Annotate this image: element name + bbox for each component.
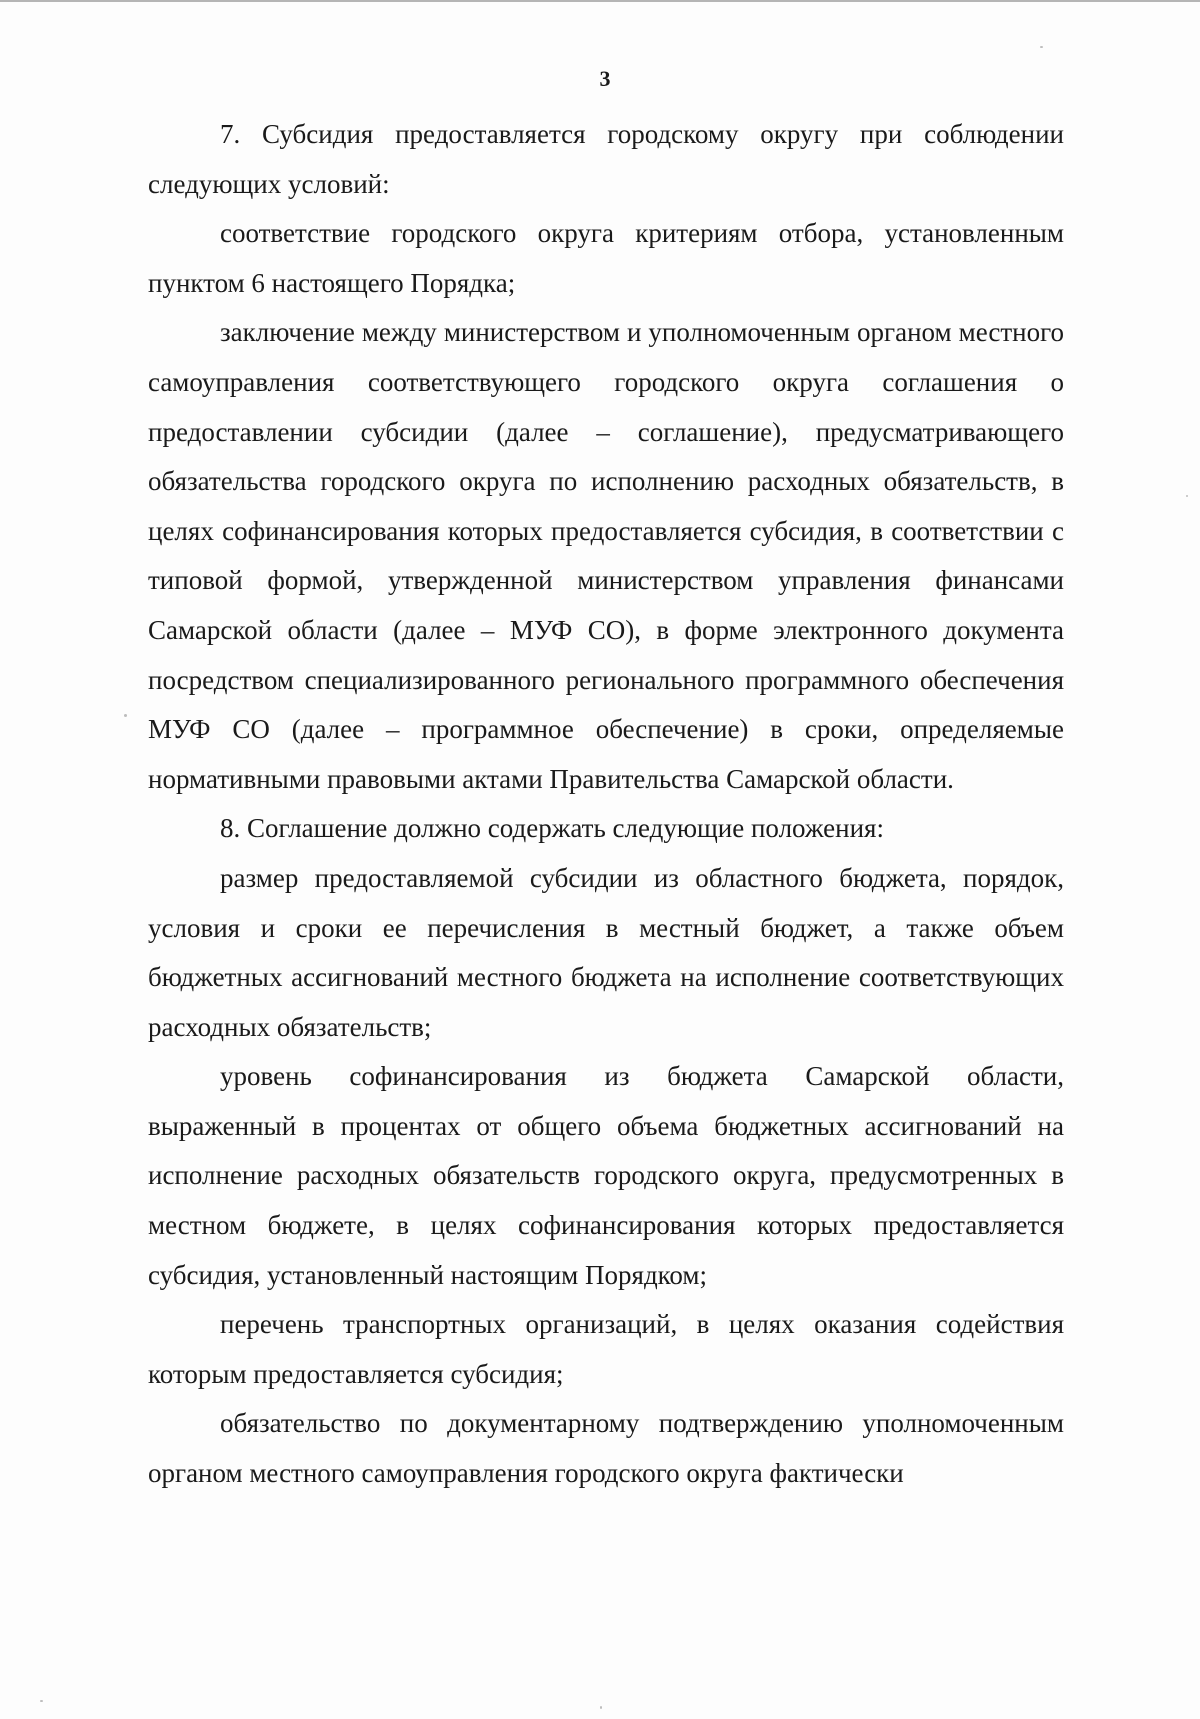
scan-speck: [124, 714, 127, 717]
scan-speck: [600, 1706, 602, 1709]
paragraph-selection-criteria: соответствие городского округа критериям отбора, установленным пунктом 6 настоящего Порядка;: [148, 218, 1064, 298]
paragraph-agreement-conclusion: заключение между министерством и уполномоченным органом местного самоуправления соответствующего городского округа соглашения о предоставлении субсидии (далее – соглашение), предусматривающего обязательства городского округа по исполнению расходных обязательств, в целях софинансирования которых предоставляется субсидия, в соответствии с типовой формой, утвержденной министерством управления финансами Самарской области (далее – МУФ СО), в форме электронного документа посредством специализированного регионального программного обеспечения МУФ СО (далее – программное обеспечение) в сроки, определяемые нормативными правовыми актами Правительства Самарской области.: [148, 317, 1064, 794]
paragraph-subsidy-amount: размер предоставляемой субсидии из областного бюджета, порядок, условия и сроки ее перечисления в местный бюджет, а также объем бюджетных ассигнований местного бюджета на исполнение соответствующих расходных обязательств;: [148, 862, 1064, 1042]
page-number: 3: [599, 66, 611, 91]
scan-speck: [1040, 46, 1043, 48]
document-body: [148, 110, 1064, 1499]
paragraph-transport-organizations: перечень транспортных организаций, в целях оказания содействия которым предоставляется субсидия;: [148, 1309, 1064, 1389]
paragraph-8-agreement-provisions: 8. Соглашение должно содержать следующие положения:: [220, 813, 884, 844]
page-top-edge: [0, 0, 1200, 2]
scan-speck: [1186, 495, 1188, 497]
paragraph-7-subsidy-conditions: 7. Субсидия предоставляется городскому округу при соблюдении следующих условий:: [148, 119, 1064, 199]
paragraph-documentary-confirmation: обязательство по документарному подтверждению уполномоченным органом местного самоуправления городского округа фактически: [148, 1408, 1064, 1489]
paragraph-cofinancing-level: уровень софинансирования из бюджета Самарской области, выраженный в процентах от общего объема бюджетных ассигнований на исполнение расходных обязательств городского округа, предусмотренных в местном бюджете, в целях софинансирования которых предоставляется субсидия, установленный настоящим Порядком;: [148, 1061, 1064, 1290]
scan-speck: [40, 1700, 43, 1702]
